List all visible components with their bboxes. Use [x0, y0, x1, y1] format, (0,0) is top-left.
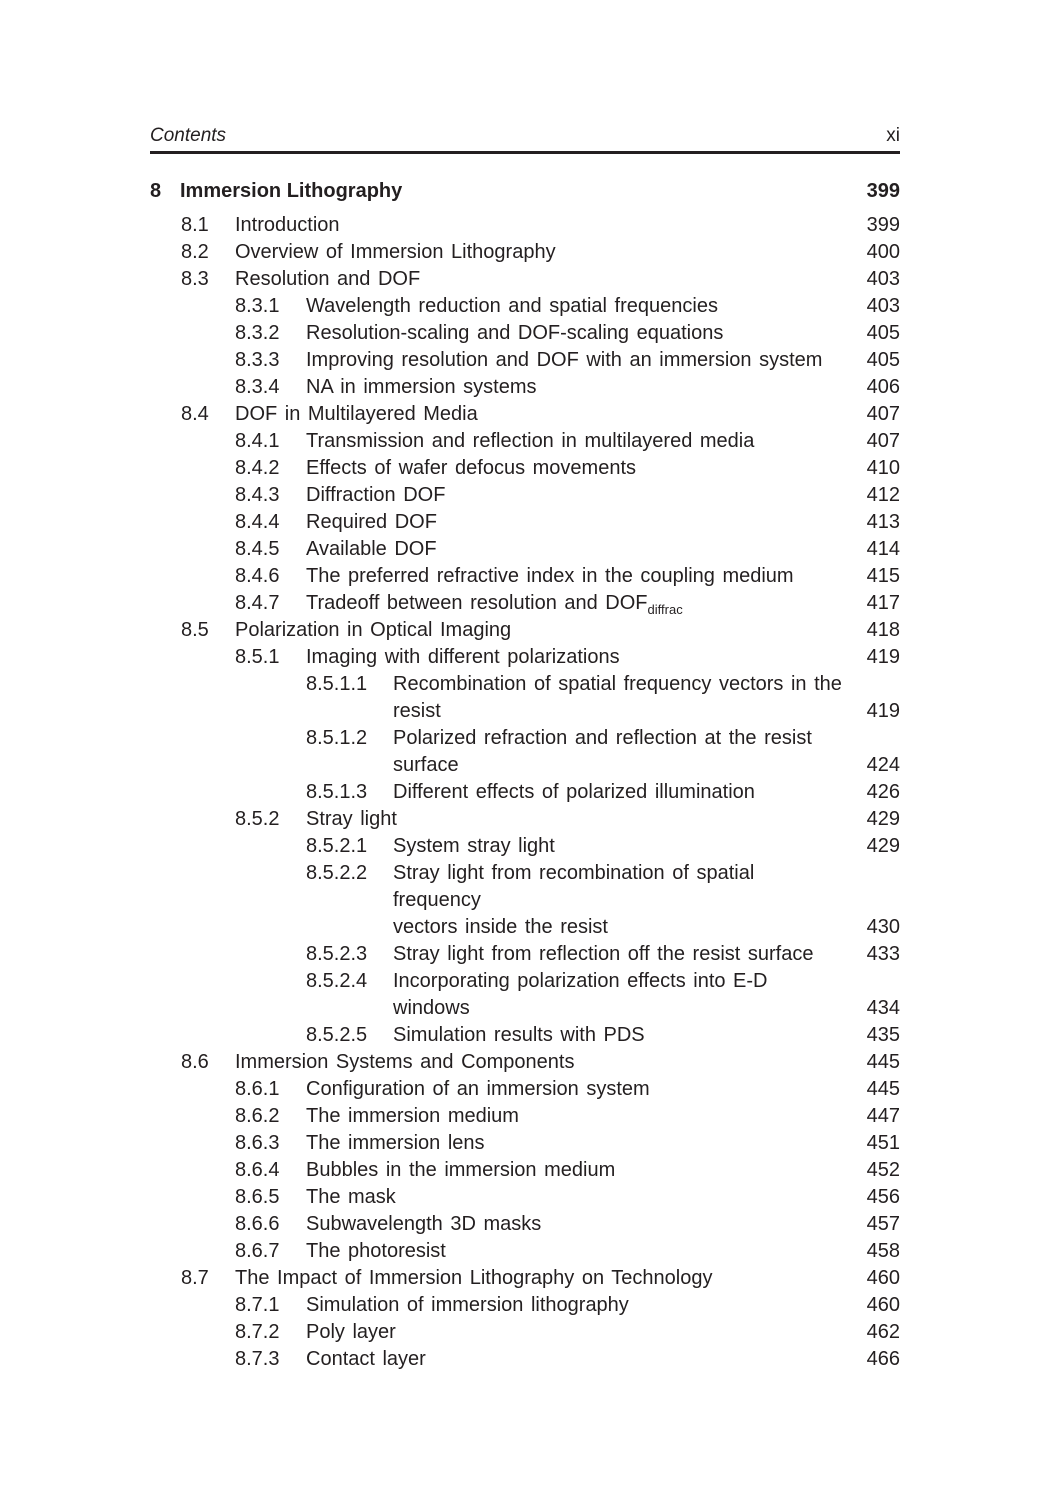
section-title: Immersion Systems and Components: [235, 1051, 575, 1073]
subsubsection-title: Simulation results with PDS: [393, 1024, 645, 1046]
subsection-page: 415: [866, 565, 900, 587]
subsection-page: 456: [866, 1186, 900, 1208]
toc-entry: [150, 563, 900, 590]
chapter-title: Immersion Lithography: [180, 180, 403, 202]
subsection-number: 8.6.7: [235, 1240, 280, 1262]
section-title: Resolution and DOF: [235, 268, 421, 290]
subsection-page: 457: [866, 1213, 900, 1235]
toc-entry: [150, 401, 900, 428]
section-page: 400: [866, 241, 900, 263]
subsubsection-page: 430: [866, 916, 900, 938]
subsection-title: Available DOF: [306, 538, 437, 560]
subsubsection-number: 8.5.2.3: [306, 943, 368, 965]
subsection-title: The immersion medium: [306, 1105, 519, 1127]
subsection-number: 8.7.1: [235, 1294, 280, 1316]
subscript-text: diffrac: [647, 602, 683, 617]
toc-entry: [150, 455, 900, 482]
subsection-number: 8.7.3: [235, 1348, 280, 1370]
subsection-number: 8.3.2: [235, 322, 280, 344]
title-line-2: surface: [393, 754, 459, 776]
toc-entry: [150, 1346, 900, 1373]
toc-entry: [150, 590, 900, 617]
subsection-title: NA in immersion systems: [306, 376, 537, 398]
subsection-page: 405: [866, 322, 900, 344]
toc-entry: [150, 374, 900, 401]
subsection-number: 8.4.3: [235, 484, 280, 506]
subsubsection-page: 429: [866, 835, 900, 857]
toc-entry: [150, 644, 900, 671]
subsection-title: Effects of wafer defocus movements: [306, 457, 637, 479]
toc-entry: [150, 536, 900, 563]
toc-entry: [150, 833, 900, 860]
section-title: The Impact of Immersion Lithography on Technology: [235, 1267, 713, 1289]
table-of-contents: [150, 180, 900, 1373]
book-page: [150, 0, 900, 1500]
section-page: 418: [866, 619, 900, 641]
subsubsection-number: 8.5.2.2: [306, 862, 368, 884]
subsubsection-number: 8.5.2.5: [306, 1024, 368, 1046]
section-number: 8.4: [181, 403, 209, 425]
subsection-number: 8.4.7: [235, 592, 280, 614]
subsection-number: 8.4.1: [235, 430, 280, 452]
section-page: 399: [866, 214, 900, 236]
section-number: 8.6: [181, 1051, 209, 1073]
subsection-number: 8.6.6: [235, 1213, 280, 1235]
subsection-title: Configuration of an immersion system: [306, 1078, 650, 1100]
toc-entry: [150, 266, 900, 293]
subsubsection-title: [393, 860, 848, 941]
section-page: 460: [866, 1267, 900, 1289]
toc-entry: [150, 1076, 900, 1103]
subsubsection-title: Different effects of polarized illumination: [393, 781, 755, 803]
section-title: Overview of Immersion Lithography: [235, 241, 556, 263]
running-head: [150, 125, 900, 149]
subsection-title: [306, 590, 848, 617]
toc-entry: [150, 428, 900, 455]
toc-entry: [150, 482, 900, 509]
toc-entry: [150, 212, 900, 239]
toc-entry: [150, 1238, 900, 1265]
subsection-number: 8.5.1: [235, 646, 280, 668]
subsection-title: Contact layer: [306, 1348, 426, 1370]
subsection-number: 8.6.1: [235, 1078, 280, 1100]
subsection-page: 466: [866, 1348, 900, 1370]
subsubsection-number: 8.5.2.1: [306, 835, 368, 857]
subsection-title: The preferred refractive index in the coupling medium: [306, 565, 794, 587]
subsubsection-number: 8.5.1.3: [306, 781, 368, 803]
toc-entry: [150, 1292, 900, 1319]
subsection-page: 419: [866, 646, 900, 668]
subsection-page: 403: [866, 295, 900, 317]
subsection-page: 407: [866, 430, 900, 452]
subsection-page: 447: [866, 1105, 900, 1127]
section-page: 403: [866, 268, 900, 290]
toc-entry: [150, 293, 900, 320]
page-number: xi: [886, 125, 900, 146]
subsection-number: 8.4.6: [235, 565, 280, 587]
subsection-number: 8.6.4: [235, 1159, 280, 1181]
subsection-page: 405: [866, 349, 900, 371]
toc-entry: [150, 1049, 900, 1076]
subsubsection-title: [393, 725, 848, 779]
section-page: 445: [866, 1051, 900, 1073]
subsection-title: Transmission and reflection in multilayered media: [306, 430, 755, 452]
subsection-number: 8.7.2: [235, 1321, 280, 1343]
subsection-title: Improving resolution and DOF with an immersion system: [306, 349, 823, 371]
section-number: 8.7: [181, 1267, 209, 1289]
subsection-title: Stray light: [306, 808, 397, 830]
chapter-entry: [150, 180, 900, 212]
subsection-page: 429: [866, 808, 900, 830]
toc-entry: [150, 1157, 900, 1184]
subsubsection-number: 8.5.1.1: [306, 673, 368, 695]
section-number: 8.5: [181, 619, 209, 641]
section-title: Introduction: [235, 214, 340, 236]
subsection-page: 451: [866, 1132, 900, 1154]
subsection-page: 462: [866, 1321, 900, 1343]
title-line-2: resist: [393, 700, 441, 722]
toc-entry: [150, 320, 900, 347]
subsection-number: 8.6.3: [235, 1132, 280, 1154]
toc-entry: [150, 617, 900, 644]
toc-entry: [150, 671, 900, 725]
toc-entry: [150, 806, 900, 833]
subsection-page: 406: [866, 376, 900, 398]
chapter-number: 8: [150, 180, 162, 202]
toc-entry: [150, 239, 900, 266]
subsection-number: 8.4.2: [235, 457, 280, 479]
running-title: Contents: [150, 125, 227, 146]
title-line-1: Recombination of spatial frequency vectors in the: [393, 673, 842, 695]
section-number: 8.1: [181, 214, 209, 236]
title-line-2: vectors inside the resist: [393, 916, 608, 938]
subsection-number: 8.3.1: [235, 295, 280, 317]
subsubsection-page: 419: [866, 700, 900, 722]
subsubsection-title: [393, 671, 848, 725]
subsection-title: The mask: [306, 1186, 396, 1208]
subsubsection-number: 8.5.2.4: [306, 970, 368, 992]
toc-entry: [150, 509, 900, 536]
subsection-page: 458: [866, 1240, 900, 1262]
toc-entry: [150, 1319, 900, 1346]
subsubsection-title: Stray light from reflection off the resist surface: [393, 943, 814, 965]
subsubsection-title: Incorporating polarization effects into E-D windows: [393, 970, 768, 1019]
subsection-page: 460: [866, 1294, 900, 1316]
section-page: 407: [866, 403, 900, 425]
subsubsection-page: 435: [866, 1024, 900, 1046]
subsection-title: Diffraction DOF: [306, 484, 446, 506]
subsection-title: Bubbles in the immersion medium: [306, 1159, 616, 1181]
subsection-title: Subwavelength 3D masks: [306, 1213, 542, 1235]
subsection-title: Imaging with different polarizations: [306, 646, 620, 668]
subsection-title: Wavelength reduction and spatial frequencies: [306, 295, 718, 317]
subsubsection-page: 424: [866, 754, 900, 776]
title-line-1: Polarized refraction and reflection at the resist: [393, 727, 812, 749]
subsection-title: Required DOF: [306, 511, 437, 533]
chapter-page: 399: [866, 180, 900, 202]
subsection-page: 452: [866, 1159, 900, 1181]
section-number: 8.3: [181, 268, 209, 290]
subsubsection-page: 426: [866, 781, 900, 803]
subsection-number: 8.4.5: [235, 538, 280, 560]
subsection-page: 412: [866, 484, 900, 506]
toc-entry: [150, 1211, 900, 1238]
toc-entry: [150, 968, 900, 1022]
toc-entry: [150, 1265, 900, 1292]
subsection-title-text: Tradeoff between resolution and DOF: [306, 592, 648, 614]
subsection-page: 445: [866, 1078, 900, 1100]
subsection-page: 417: [866, 592, 900, 614]
toc-entry: [150, 347, 900, 374]
toc-entry: [150, 1130, 900, 1157]
subsection-page: 413: [866, 511, 900, 533]
subsection-number: 8.3.4: [235, 376, 280, 398]
subsubsection-title: System stray light: [393, 835, 555, 857]
toc-entry: [150, 1103, 900, 1130]
subsection-number: 8.5.2: [235, 808, 280, 830]
subsection-page: 410: [866, 457, 900, 479]
subsection-number: 8.6.5: [235, 1186, 280, 1208]
subsubsection-number: 8.5.1.2: [306, 727, 368, 749]
section-title: Polarization in Optical Imaging: [235, 619, 512, 641]
toc-entry: [150, 1184, 900, 1211]
subsection-number: 8.3.3: [235, 349, 280, 371]
toc-entry: [150, 779, 900, 806]
subsection-title: Poly layer: [306, 1321, 396, 1343]
subsubsection-page: 434: [866, 997, 900, 1019]
toc-entry: [150, 860, 900, 941]
section-number: 8.2: [181, 241, 209, 263]
subsection-title: The photoresist: [306, 1240, 446, 1262]
section-title: DOF in Multilayered Media: [235, 403, 478, 425]
subsection-title: Simulation of immersion lithography: [306, 1294, 629, 1316]
header-rule: [150, 151, 900, 154]
subsubsection-page: 433: [866, 943, 900, 965]
subsection-number: 8.4.4: [235, 511, 280, 533]
toc-entry: [150, 1022, 900, 1049]
subsection-number: 8.6.2: [235, 1105, 280, 1127]
subsection-title: The immersion lens: [306, 1132, 485, 1154]
title-line-1: Stray light from recombination of spatial frequency: [393, 862, 755, 911]
subsection-title: Resolution-scaling and DOF-scaling equations: [306, 322, 724, 344]
subsection-page: 414: [866, 538, 900, 560]
toc-entry: [150, 725, 900, 779]
toc-entry: [150, 941, 900, 968]
